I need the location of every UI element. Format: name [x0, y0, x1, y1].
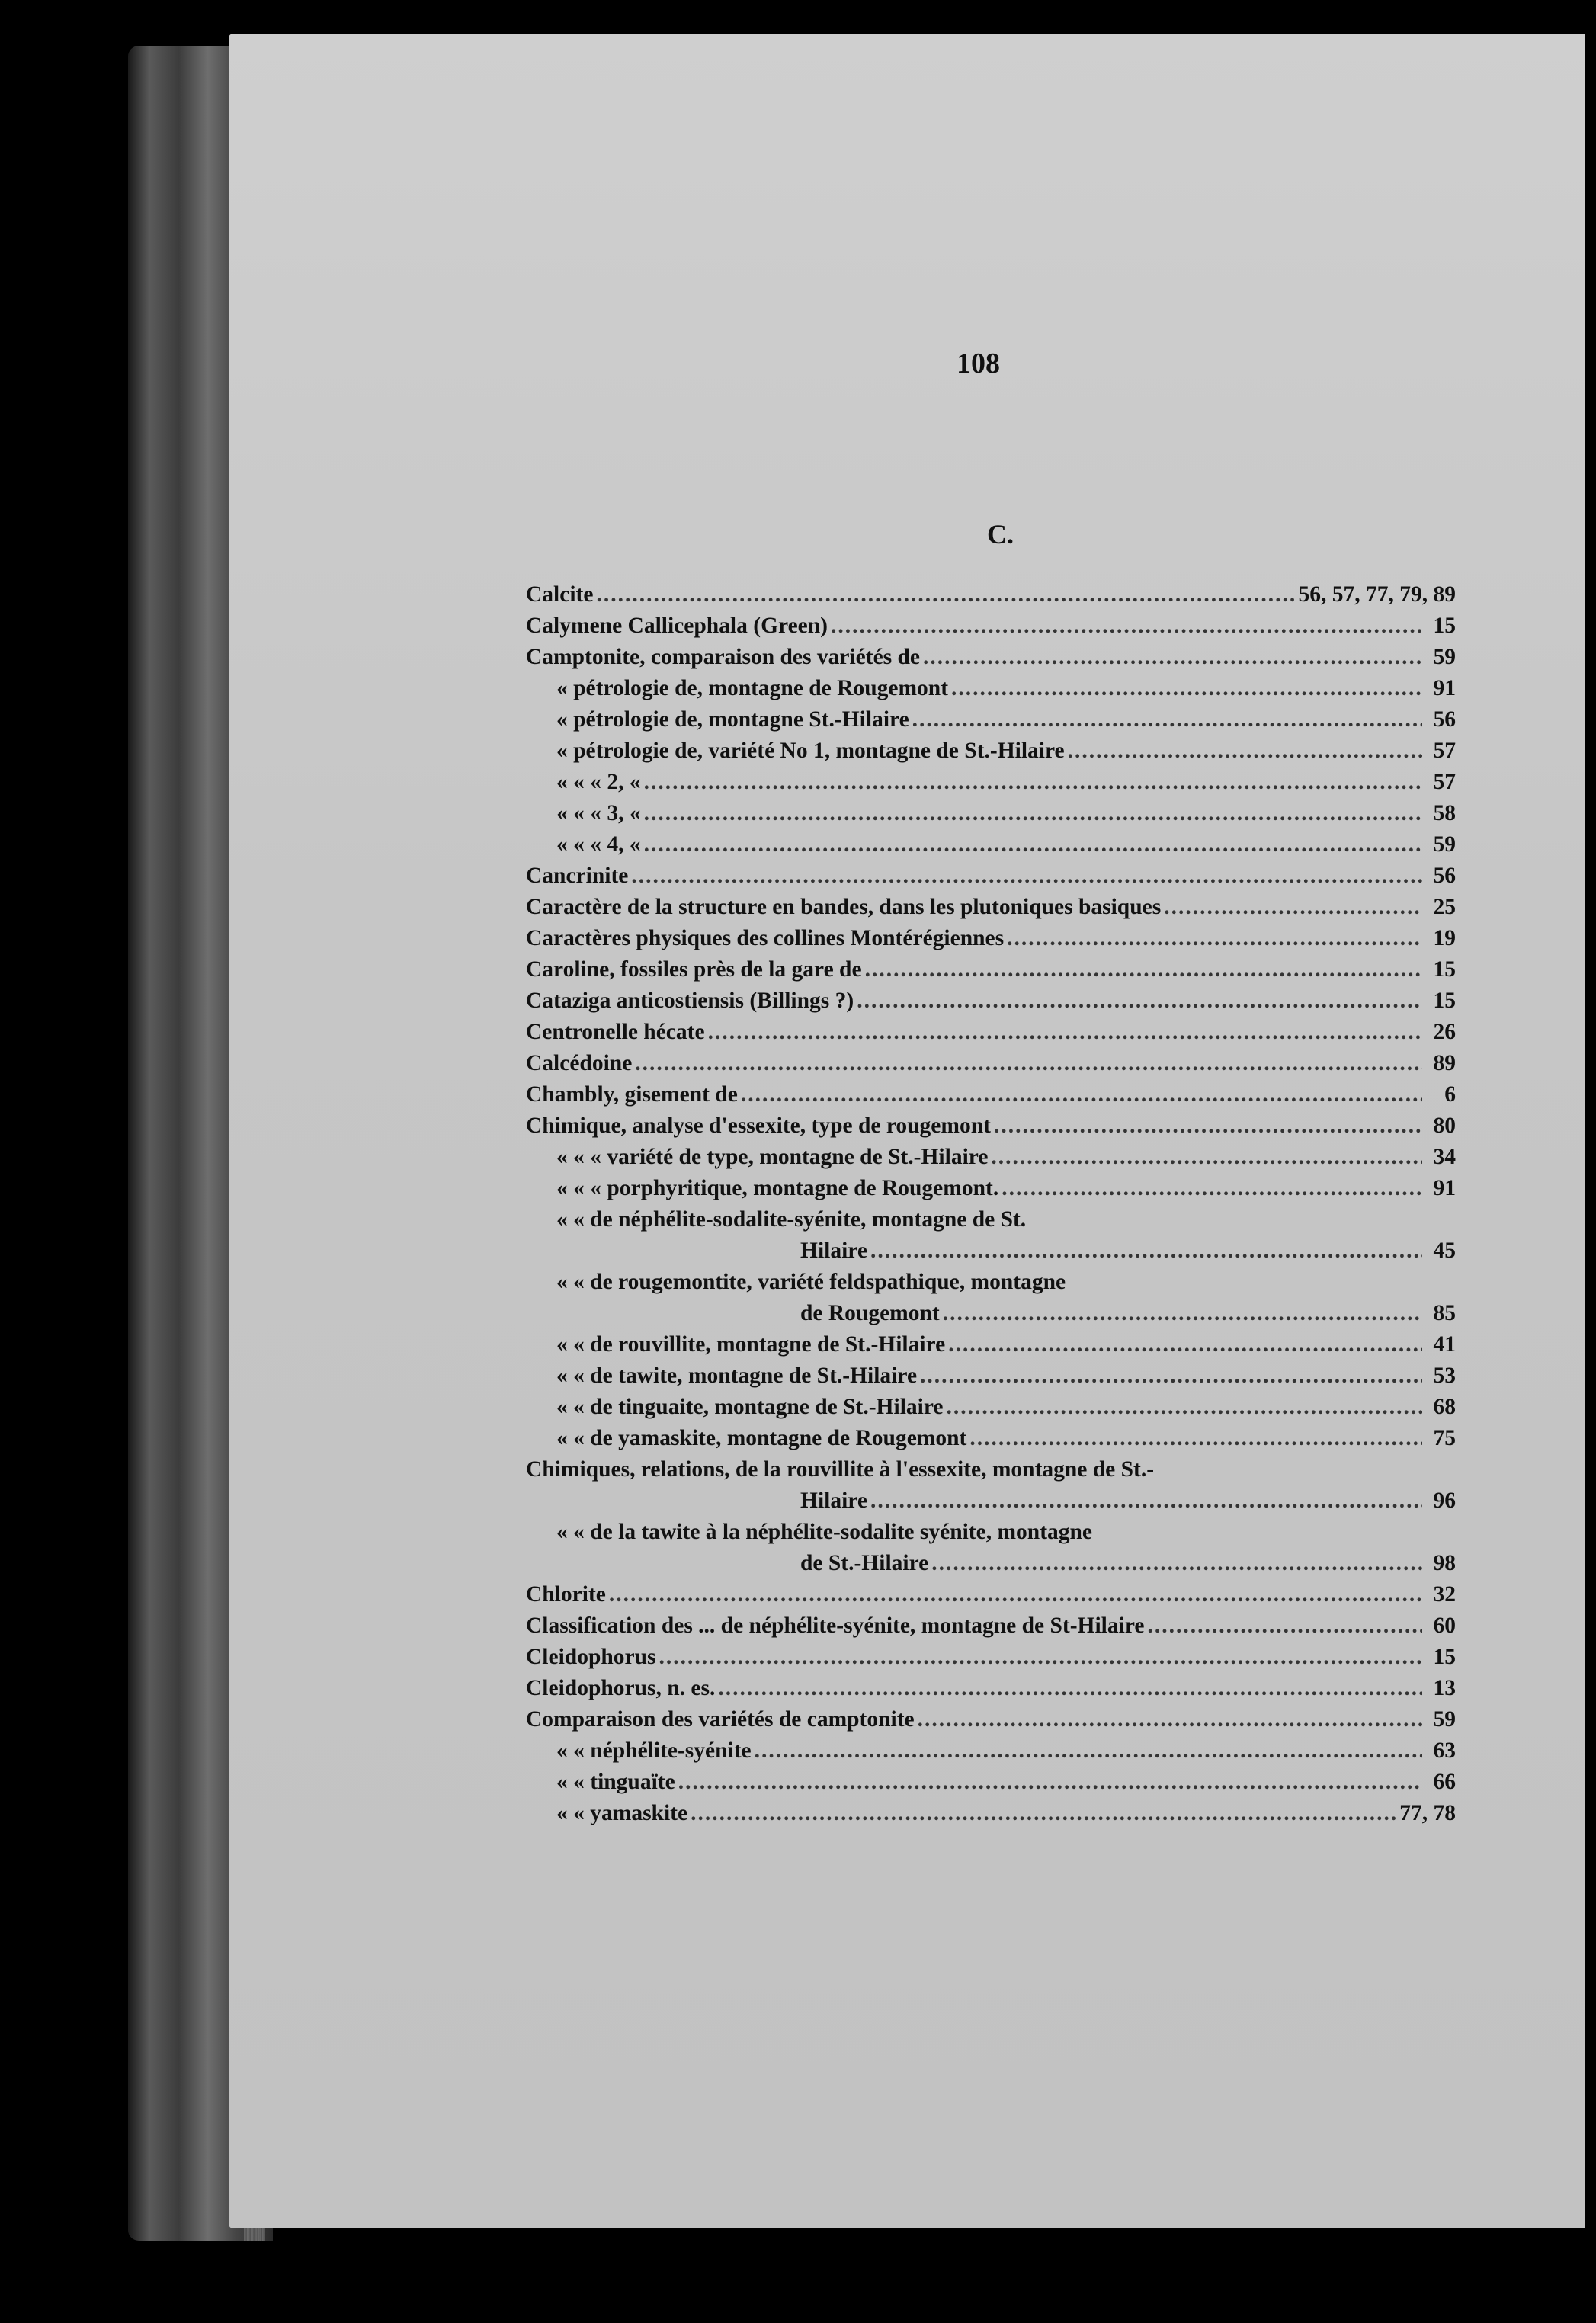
entry-text: Cancrinite — [526, 864, 629, 888]
entry-page: 85 — [1433, 1301, 1456, 1325]
index-entry — [526, 1642, 1456, 1673]
dot-leader — [708, 1017, 1422, 1048]
index-entry — [526, 892, 1456, 923]
entry-text: Caractère de la structure en bandes, dans les plutoniques basiques — [526, 895, 1162, 919]
entry-text: « « de la tawite à la néphélite-sodalite syénite, montagne — [556, 1520, 1093, 1544]
entry-page: 63 — [1433, 1738, 1456, 1763]
entry-page: 66 — [1433, 1770, 1456, 1794]
page-number: 108 — [957, 348, 1000, 380]
entry-page: 59 — [1433, 1707, 1456, 1732]
index-entry — [526, 985, 1456, 1017]
entry-page: 15 — [1433, 614, 1456, 638]
index-entry — [526, 1548, 1456, 1579]
dot-leader — [951, 673, 1422, 704]
entry-page: 15 — [1433, 957, 1456, 982]
index-entry — [526, 704, 1456, 735]
entry-page: 56 — [1433, 707, 1456, 732]
dot-leader — [678, 1767, 1422, 1798]
index-entry — [526, 1673, 1456, 1704]
index-entry — [526, 1360, 1456, 1392]
entry-text: Calcite — [526, 582, 594, 607]
entry-text: Chambly, gisement de — [526, 1082, 738, 1107]
entry-page: 75 — [1433, 1426, 1456, 1450]
entry-text: « « de rouvillite, montagne de St.-Hilaire — [556, 1332, 946, 1357]
entry-page: 59 — [1433, 832, 1456, 857]
entry-page: 80 — [1433, 1113, 1456, 1138]
entry-text: Chimiques, relations, de la rouvillite à l'essexite, montagne de St.- — [526, 1457, 1155, 1482]
index-entry — [526, 673, 1456, 704]
index-entry — [526, 1454, 1456, 1485]
entry-text: Calcédoine — [526, 1051, 633, 1075]
index-entry — [526, 860, 1456, 892]
dot-leader — [912, 704, 1422, 735]
index-entry — [526, 1235, 1456, 1267]
entry-text: Comparaison des variétés de camptonite — [526, 1707, 915, 1732]
index-entry — [526, 1579, 1456, 1610]
index-entry — [526, 1173, 1456, 1204]
dot-leader — [644, 767, 1422, 798]
entry-text: Chlorite — [526, 1582, 606, 1607]
index-entry — [526, 954, 1456, 985]
dot-leader — [947, 1392, 1423, 1423]
entry-page: 91 — [1433, 676, 1456, 700]
dot-leader — [1007, 923, 1422, 954]
entry-page: 96 — [1433, 1488, 1456, 1513]
dot-leader — [1002, 1173, 1422, 1204]
dot-leader — [1068, 735, 1422, 767]
entry-page: 41 — [1433, 1332, 1456, 1357]
entry-text: « « de tawite, montagne de St.-Hilaire — [556, 1363, 918, 1388]
dot-leader — [644, 798, 1422, 829]
entry-page: 53 — [1433, 1363, 1456, 1388]
entry-page: 13 — [1433, 1676, 1456, 1700]
dot-leader — [741, 1079, 1422, 1110]
entry-text: Classification des ... de néphélite-syénite, montagne de St-Hilaire — [526, 1613, 1145, 1638]
entry-page: 56, 57, 77, 79, 89 — [1298, 582, 1456, 607]
entry-page: 60 — [1433, 1613, 1456, 1638]
index-entry — [526, 642, 1456, 673]
dot-leader — [831, 610, 1422, 642]
dot-leader — [931, 1548, 1422, 1579]
entry-text: « pétrologie de, variété No 1, montagne de St.-Hilaire — [556, 739, 1065, 763]
entry-text: Chimique, analyse d'essexite, type de rougemont — [526, 1113, 991, 1138]
entry-text: « pétrologie de, montagne St.-Hilaire — [556, 707, 909, 732]
index-entry — [526, 798, 1456, 829]
entry-text: Hilaire — [800, 1488, 867, 1513]
entry-page: 6 — [1444, 1082, 1456, 1107]
index-entry — [526, 1017, 1456, 1048]
entry-text: « « de rougemontite, variété feldspathique, montagne — [556, 1270, 1066, 1294]
entry-text: « pétrologie de, montagne de Rougemont — [556, 676, 949, 700]
index-entry — [526, 767, 1456, 798]
entry-page: 89 — [1433, 1051, 1456, 1075]
dot-leader — [718, 1673, 1422, 1704]
index-entry — [526, 1517, 1456, 1548]
entry-text: « « « 4, « — [556, 832, 641, 857]
entry-text: « « de néphélite-sodalite-syénite, montagne de St. — [556, 1207, 1027, 1232]
index-entry — [526, 1704, 1456, 1735]
entry-page: 19 — [1433, 926, 1456, 950]
entry-text: Hilaire — [800, 1238, 867, 1263]
entry-text: Cleidophorus — [526, 1645, 656, 1669]
entry-text: Calymene Callicephala (Green) — [526, 614, 828, 638]
dot-leader — [865, 954, 1422, 985]
index-entry — [526, 1423, 1456, 1454]
entry-page: 91 — [1433, 1176, 1456, 1200]
index-entry — [526, 1610, 1456, 1642]
dot-leader — [1147, 1610, 1422, 1642]
dot-leader — [644, 829, 1422, 860]
entry-page: 26 — [1433, 1020, 1456, 1044]
entry-page: 98 — [1433, 1551, 1456, 1575]
entry-page: 68 — [1433, 1395, 1456, 1419]
dot-leader — [948, 1329, 1422, 1360]
index-entry — [526, 923, 1456, 954]
section-letter: C. — [987, 519, 1014, 550]
index-entry — [526, 1392, 1456, 1423]
dot-leader — [755, 1735, 1422, 1767]
dot-leader — [923, 642, 1422, 673]
dot-leader — [920, 1360, 1422, 1392]
dot-leader — [659, 1642, 1423, 1673]
dot-leader — [969, 1423, 1422, 1454]
dot-leader — [943, 1298, 1422, 1329]
index-entry — [526, 1485, 1456, 1517]
dot-leader — [631, 860, 1422, 892]
entry-page: 77, 78 — [1399, 1801, 1456, 1825]
entry-page: 25 — [1433, 895, 1456, 919]
entry-page: 57 — [1433, 739, 1456, 763]
index-entry — [526, 1735, 1456, 1767]
index-entry — [526, 829, 1456, 860]
entry-page: 57 — [1433, 770, 1456, 794]
entry-text: « « tinguaïte — [556, 1770, 675, 1794]
entry-page: 15 — [1433, 988, 1456, 1013]
entry-text: « « « porphyritique, montagne de Rougemont. — [556, 1176, 999, 1200]
entry-text: Cleidophorus, n. es. — [526, 1676, 716, 1700]
entry-text: « « yamaskite — [556, 1801, 688, 1825]
entry-page: 45 — [1433, 1238, 1456, 1263]
dot-leader — [857, 985, 1422, 1017]
index-entry — [526, 1329, 1456, 1360]
entry-page: 59 — [1433, 645, 1456, 669]
index-entry — [526, 1048, 1456, 1079]
index-entry — [526, 1267, 1456, 1298]
entry-text: « « de yamaskite, montagne de Rougemont — [556, 1426, 967, 1450]
entry-text: Centronelle hécate — [526, 1020, 705, 1044]
dot-leader — [918, 1704, 1422, 1735]
index-entry — [526, 610, 1456, 642]
entry-text: « « néphélite-syénite — [556, 1738, 752, 1763]
index-entry — [526, 1767, 1456, 1798]
entry-text: de St.-Hilaire — [800, 1551, 929, 1575]
index-entry — [526, 735, 1456, 767]
dot-leader — [609, 1579, 1422, 1610]
index-entry — [526, 1142, 1456, 1173]
index-entry — [526, 1110, 1456, 1142]
entry-page: 34 — [1433, 1145, 1456, 1169]
index-entry — [526, 1204, 1456, 1235]
index-entry — [526, 1798, 1456, 1829]
entry-page: 15 — [1433, 1645, 1456, 1669]
index-list — [526, 579, 1456, 1829]
entry-text: « « de tinguaite, montagne de St.-Hilaire — [556, 1395, 944, 1419]
dot-leader — [1164, 892, 1422, 923]
entry-text: Camptonite, comparaison des variétés de — [526, 645, 921, 669]
index-entry — [526, 1079, 1456, 1110]
dot-leader — [635, 1048, 1422, 1079]
entry-text: Caroline, fossiles près de la gare de — [526, 957, 862, 982]
index-entry — [526, 1298, 1456, 1329]
entry-page: 32 — [1433, 1582, 1456, 1607]
entry-text: « « « variété de type, montagne de St.-Hilaire — [556, 1145, 989, 1169]
entry-text: « « « 2, « — [556, 770, 641, 794]
dot-leader — [994, 1110, 1422, 1142]
dot-leader — [596, 579, 1295, 610]
index-entry — [526, 579, 1456, 610]
entry-text: Cataziga anticostiensis (Billings ?) — [526, 988, 854, 1013]
dot-leader — [870, 1485, 1422, 1517]
dot-leader — [691, 1798, 1396, 1829]
entry-text: « « « 3, « — [556, 801, 641, 825]
dot-leader — [870, 1235, 1422, 1267]
entry-page: 56 — [1433, 864, 1456, 888]
entry-text: de Rougemont — [800, 1301, 940, 1325]
entry-page: 58 — [1433, 801, 1456, 825]
dot-leader — [991, 1142, 1422, 1173]
entry-text: Caractères physiques des collines Montérégiennes — [526, 926, 1005, 950]
